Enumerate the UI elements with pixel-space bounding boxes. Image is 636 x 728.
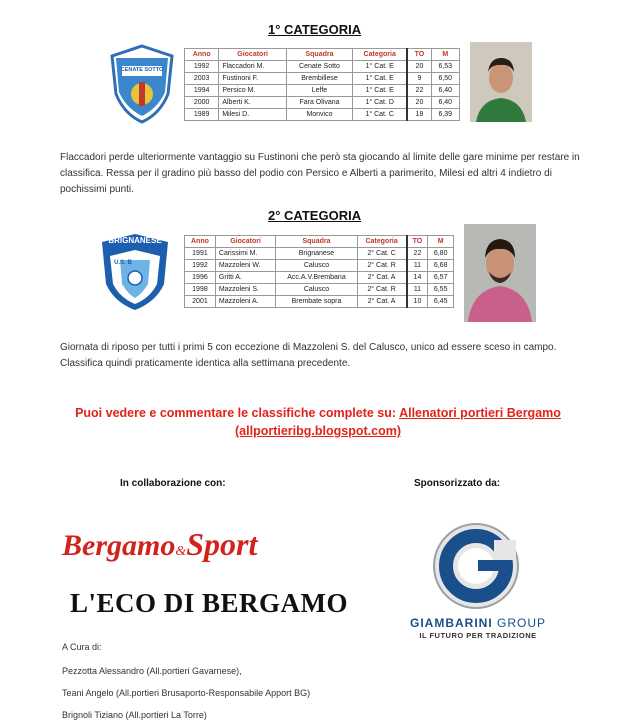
cell-m: 6,40: [431, 85, 460, 97]
table-row: [185, 272, 454, 284]
cell-m: 6,68: [428, 260, 454, 272]
category-2-table: [184, 235, 454, 308]
cell-squadra: Acc.A.V.Brembana: [276, 272, 357, 284]
bergamo-sport-word-a: Bergamo: [62, 529, 176, 562]
cell-anno: 2003: [185, 73, 219, 85]
cell-categoria: 2° Cat. A: [357, 296, 406, 308]
credit-line: Teani Angelo (All.portieri Brusaporto-Responsabile Apport BG): [62, 688, 311, 698]
category-1-title: 1° CATEGORIA: [268, 22, 362, 37]
cell-giocatore: Mazzoleni S.: [215, 284, 275, 296]
col-anno: Anno: [185, 236, 216, 248]
cell-categoria: 1° Cat. E: [353, 73, 408, 85]
blog-url-link[interactable]: (allportieribg.blogspot.com): [235, 424, 401, 438]
cell-anno: 1989: [185, 109, 219, 121]
cell-categoria: 2° Cat. R: [357, 260, 406, 272]
cell-to: 11: [407, 260, 428, 272]
col-squadra: Squadra: [286, 49, 352, 61]
cta-block: [40, 404, 596, 440]
table-row: [185, 85, 460, 97]
cell-giocatore: Mazzoleni W.: [215, 260, 275, 272]
cell-squadra: Calusco: [276, 260, 357, 272]
cell-squadra: Monvico: [286, 109, 352, 121]
col-to: TO: [407, 49, 431, 61]
bergamo-sport-word-b: Sport: [186, 526, 258, 562]
cell-giocatore: Mazzoleni A.: [215, 296, 275, 308]
player-photo: [470, 42, 532, 122]
cell-squadra: Cenate Sotto: [286, 61, 352, 73]
giambarini-group: GROUP: [497, 616, 547, 630]
cell-anno: 1994: [185, 85, 219, 97]
table-row: [185, 73, 460, 85]
cta-prefix: Puoi vedere e commentare le classifiche complete su:: [75, 406, 400, 420]
cell-m: 6,53: [431, 61, 460, 73]
giambarini-wordmark: [402, 616, 554, 630]
cell-m: 6,50: [431, 73, 460, 85]
cell-to: 20: [407, 97, 431, 109]
cell-giocatore: Persico M.: [219, 85, 287, 97]
cell-giocatore: Carissimi M.: [215, 248, 275, 260]
cell-to: 20: [407, 61, 431, 73]
col-giocatori: Giocatori: [219, 49, 287, 61]
cell-squadra: Brignanese: [276, 248, 357, 260]
cell-m: 6,57: [428, 272, 454, 284]
cell-categoria: 1° Cat. E: [353, 85, 408, 97]
cell-categoria: 2° Cat. C: [357, 248, 406, 260]
brignanese-logo-text: BRIGNANESE: [108, 236, 162, 245]
cell-squadra: Fara Olivana: [286, 97, 352, 109]
cell-to: 11: [407, 284, 428, 296]
cell-to: 9: [407, 73, 431, 85]
cell-giocatore: Flaccadori M.: [219, 61, 287, 73]
cell-to: 22: [407, 85, 431, 97]
table-row: [185, 61, 460, 73]
eco-di-bergamo-logo: L'ECO DI BERGAMO: [70, 588, 349, 618]
table-header-row: [185, 49, 460, 61]
cell-m: 6,40: [431, 97, 460, 109]
cell-categoria: 1° Cat. C: [353, 109, 408, 121]
col-squadra: Squadra: [276, 236, 357, 248]
category-1-table: [184, 48, 460, 121]
cell-squadra: Brembillese: [286, 73, 352, 85]
cell-m: 6,80: [428, 248, 454, 260]
cell-categoria: 2° Cat. R: [357, 284, 406, 296]
col-m: M: [428, 236, 454, 248]
bergamo-sport-logo: [62, 526, 362, 566]
table-row: [185, 296, 454, 308]
cell-m: 6,39: [431, 109, 460, 121]
table-row: [185, 97, 460, 109]
cell-m: 6,55: [428, 284, 454, 296]
sponsor-label: Sponsorizzato da:: [414, 478, 501, 489]
cell-categoria: 1° Cat. D: [353, 97, 408, 109]
cell-to: 22: [407, 248, 428, 260]
cell-anno: 1996: [185, 272, 216, 284]
brignanese-logo: [98, 232, 172, 312]
category-1-paragraph: Flaccadori perde ulteriormente vantaggio su Fustinoni che però sta giocando al limite delle gare minime per restare in classifica. Ressa per il gradino più basso del podio con Persico e Alberti a parimerito, Milesi ed altri 4 indietro di pochissimi punti.: [60, 152, 580, 195]
cell-categoria: 1° Cat. E: [353, 61, 408, 73]
cell-giocatore: Alberti K.: [219, 97, 287, 109]
cell-giocatore: Gritti A.: [215, 272, 275, 284]
cenate-sotto-logo: [108, 44, 176, 124]
cell-anno: 2001: [185, 296, 216, 308]
cell-squadra: Leffe: [286, 85, 352, 97]
cell-squadra: Calusco: [276, 284, 357, 296]
col-m: M: [431, 49, 460, 61]
cell-to: 10: [407, 296, 428, 308]
cell-categoria: 2° Cat. A: [357, 272, 406, 284]
cell-anno: 1991: [185, 248, 216, 260]
cell-anno: 1998: [185, 284, 216, 296]
table-row: [185, 284, 454, 296]
cell-anno: 2000: [185, 97, 219, 109]
giambarini-tagline: IL FUTURO PER TRADIZIONE: [419, 631, 537, 640]
table-row: [185, 248, 454, 260]
col-to: TO: [407, 236, 428, 248]
cenate-logo-text: CENATE SOTTO: [120, 67, 164, 73]
table-header-row: [185, 236, 454, 248]
col-anno: Anno: [185, 49, 219, 61]
player-photo: [464, 224, 536, 322]
col-categoria: Categoria: [353, 49, 408, 61]
col-categoria: Categoria: [357, 236, 406, 248]
brignanese-logo-sub: U.S. B: [114, 260, 132, 266]
cell-giocatore: Fustinoni F.: [219, 73, 287, 85]
cell-giocatore: Milesi D.: [219, 109, 287, 121]
credits-heading: A Cura di:: [62, 642, 102, 652]
cell-to: 14: [407, 272, 428, 284]
blog-link[interactable]: Allenatori portieri Bergamo: [399, 406, 561, 420]
giambarini-name: GIAMBARINI: [409, 616, 493, 630]
table-row: [185, 260, 454, 272]
credit-line: Pezzotta Alessandro (All.portieri Gavarnese),: [62, 666, 242, 676]
cell-m: 6,45: [428, 296, 454, 308]
ampersand-glyph: &: [175, 544, 187, 559]
category-2-title: 2° CATEGORIA: [268, 208, 362, 223]
cell-to: 18: [407, 109, 431, 121]
cell-anno: 1992: [185, 260, 216, 272]
credit-line: Brignoli Tiziano (All.portieri La Torre): [62, 710, 207, 720]
category-2-paragraph: Giornata di riposo per tutti i primi 5 con eccezione di Mazzoleni S. del Calusco, unico ad essere sceso in campo. Classifica quindi praticamente identica alla settimana precedente.: [60, 342, 557, 369]
cell-anno: 1992: [185, 61, 219, 73]
table-row: [185, 109, 460, 121]
cell-squadra: Brembate sopra: [276, 296, 357, 308]
giambarini-emblem: [424, 520, 528, 612]
collaboration-label: In collaborazione con:: [120, 478, 226, 489]
col-giocatori: Giocatori: [215, 236, 275, 248]
